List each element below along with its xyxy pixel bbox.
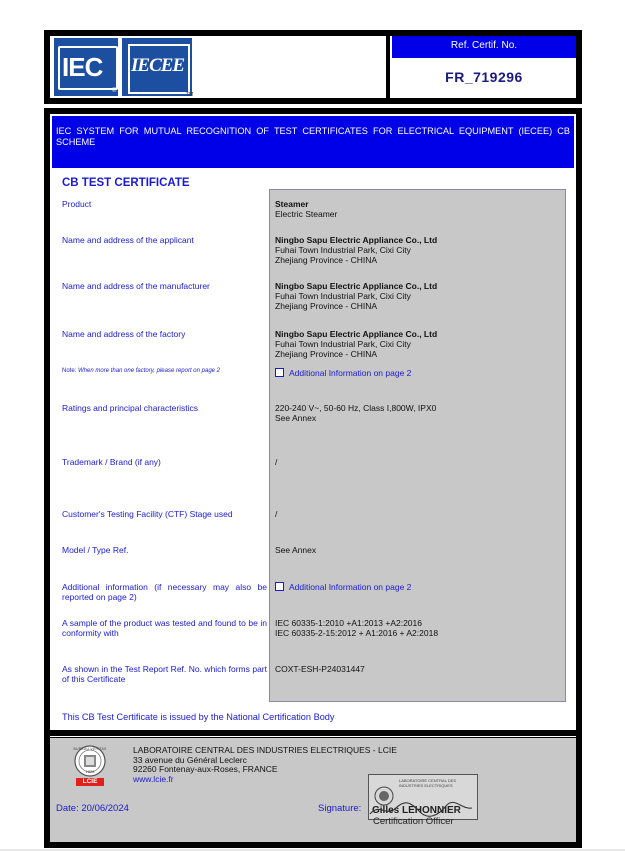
ref-number-box [392, 58, 576, 98]
ref-label-box [392, 36, 576, 58]
conformity-label: A sample of the product was tested and found to be in conformity with [62, 618, 267, 638]
iecee-logo [122, 38, 192, 96]
lcie-badge-text: LCIE [82, 778, 98, 785]
iec-logo-text: IEC [62, 52, 103, 82]
date-label: Date: [56, 803, 79, 814]
factory-additional-checkbox[interactable] [275, 368, 284, 377]
certificate-heading: CB TEST CERTIFICATE [62, 177, 190, 189]
scheme-banner-title: IEC SYSTEM FOR MUTUAL RECOGNITION OF TEST CERTIFICATES FOR ELECTRICAL EQUIPMENT (IECEE) CB SCHEME [56, 126, 570, 147]
seal-year: 1828 [85, 769, 95, 774]
lab-address [133, 746, 397, 784]
ratings-line2: See Annex [275, 413, 317, 423]
additional-info [275, 582, 411, 592]
ratings-line1: 220-240 V~, 50-60 Hz, Class I,800W, IPX0 [275, 403, 437, 413]
ctf-value: / [275, 509, 278, 519]
footer-top-line [50, 736, 576, 737]
manufacturer-address-line2: Zhejiang Province - CHINA [275, 301, 378, 311]
header-divider [386, 36, 390, 98]
product-name: Steamer [275, 199, 309, 209]
manufacturer-label: Name and address of the manufacturer [62, 281, 210, 291]
applicant-address-line1: Fuhai Town Industrial Park, Cixi City [275, 245, 411, 255]
scheme-banner [52, 116, 574, 168]
report-label: As shown in the Test Report Ref. No. which forms part of this Certificate [62, 664, 267, 684]
manufacturer-value [275, 281, 560, 311]
tm-mark: TM [186, 92, 194, 98]
factory-name: Ningbo Sapu Electric Appliance Co., Ltd [275, 329, 438, 339]
factory-note-prefix: Note: [62, 368, 77, 374]
lab-website[interactable]: www.lcie.fr [133, 773, 174, 784]
applicant-label: Name and address of the applicant [62, 235, 194, 245]
registered-mark: ® [112, 88, 117, 94]
iecee-logo-text: IECEE [131, 55, 185, 76]
additional-info-option: Additional Information on page 2 [289, 582, 412, 592]
factory-address-line2: Zhejiang Province - CHINA [275, 349, 378, 359]
factory-note-text: When more than one factory, please report on page 2 [78, 368, 220, 374]
conformity-standard-2: IEC 60335-2-15:2012 + A1:2016 + A2:2018 [275, 628, 439, 638]
issued-by-statement: This CB Test Certificate is issued by the National Certification Body [62, 712, 335, 722]
factory-note [62, 368, 220, 374]
date-value: 20/06/2024 [81, 803, 129, 814]
applicant-name: Ningbo Sapu Electric Appliance Co., Ltd [275, 235, 438, 245]
ref-number: FR_719296 [445, 69, 523, 85]
bureau-veritas-seal [70, 744, 110, 788]
seal-text: BUREAU VERITAS [73, 747, 107, 751]
applicant-value [275, 235, 560, 265]
factory-value [275, 329, 560, 359]
stamp-text: LABORATOIRE CENTRAL DES INDUSTRIES ELECTRIQUES [399, 778, 457, 788]
lcie-badge [76, 778, 104, 786]
lab-address-line2: 92260 Fontenay-aux-Roses, FRANCE [133, 764, 278, 774]
ratings-value [275, 403, 560, 423]
issue-date [56, 803, 129, 814]
factory-label: Name and address of the factory [62, 329, 186, 339]
ctf-label: Customer's Testing Facility (CTF) Stage used [62, 509, 233, 519]
lab-address-line1: 33 avenue du Général Leclerc [133, 754, 247, 765]
iec-logo [54, 38, 118, 96]
product-value [275, 199, 560, 219]
ratings-label: Ratings and principal characteristics [62, 403, 199, 413]
applicant-address-line2: Zhejiang Province - CHINA [275, 255, 378, 265]
additional-info-label: Additional information (if necessary may also be reported on page 2) [62, 582, 267, 602]
manufacturer-name: Ningbo Sapu Electric Appliance Co., Ltd [275, 281, 438, 291]
model-label: Model / Type Ref. [62, 545, 129, 555]
product-description: Electric Steamer [275, 209, 338, 219]
signer-title: Certification Officer [373, 816, 454, 827]
product-label: Product [62, 199, 92, 209]
manufacturer-address-line1: Fuhai Town Industrial Park, Cixi City [275, 291, 411, 301]
lab-name: LABORATOIRE CENTRAL DES INDUSTRIES ELECTRIQUES - LCIE [133, 745, 397, 755]
factory-additional-info-label: Additional Information on page 2 [289, 368, 412, 378]
factory-additional-info [275, 368, 411, 378]
trademark-value: / [275, 457, 278, 467]
conformity-value [275, 618, 560, 638]
signature-label: Signature: [318, 803, 362, 814]
conformity-standard-1: IEC 60335-1:2010 +A1:2013 +A2:2016 [275, 618, 422, 628]
additional-info-checkbox[interactable] [275, 582, 284, 591]
model-value: See Annex [275, 545, 317, 555]
factory-address-line1: Fuhai Town Industrial Park, Cixi City [275, 339, 411, 349]
trademark-label: Trademark / Brand (if any) [62, 457, 161, 467]
signer-name: Gilles LEHONNIER [372, 805, 461, 816]
report-value: COXT-ESH-P24031447 [275, 664, 365, 674]
ref-label: Ref. Certif. No. [450, 40, 518, 51]
